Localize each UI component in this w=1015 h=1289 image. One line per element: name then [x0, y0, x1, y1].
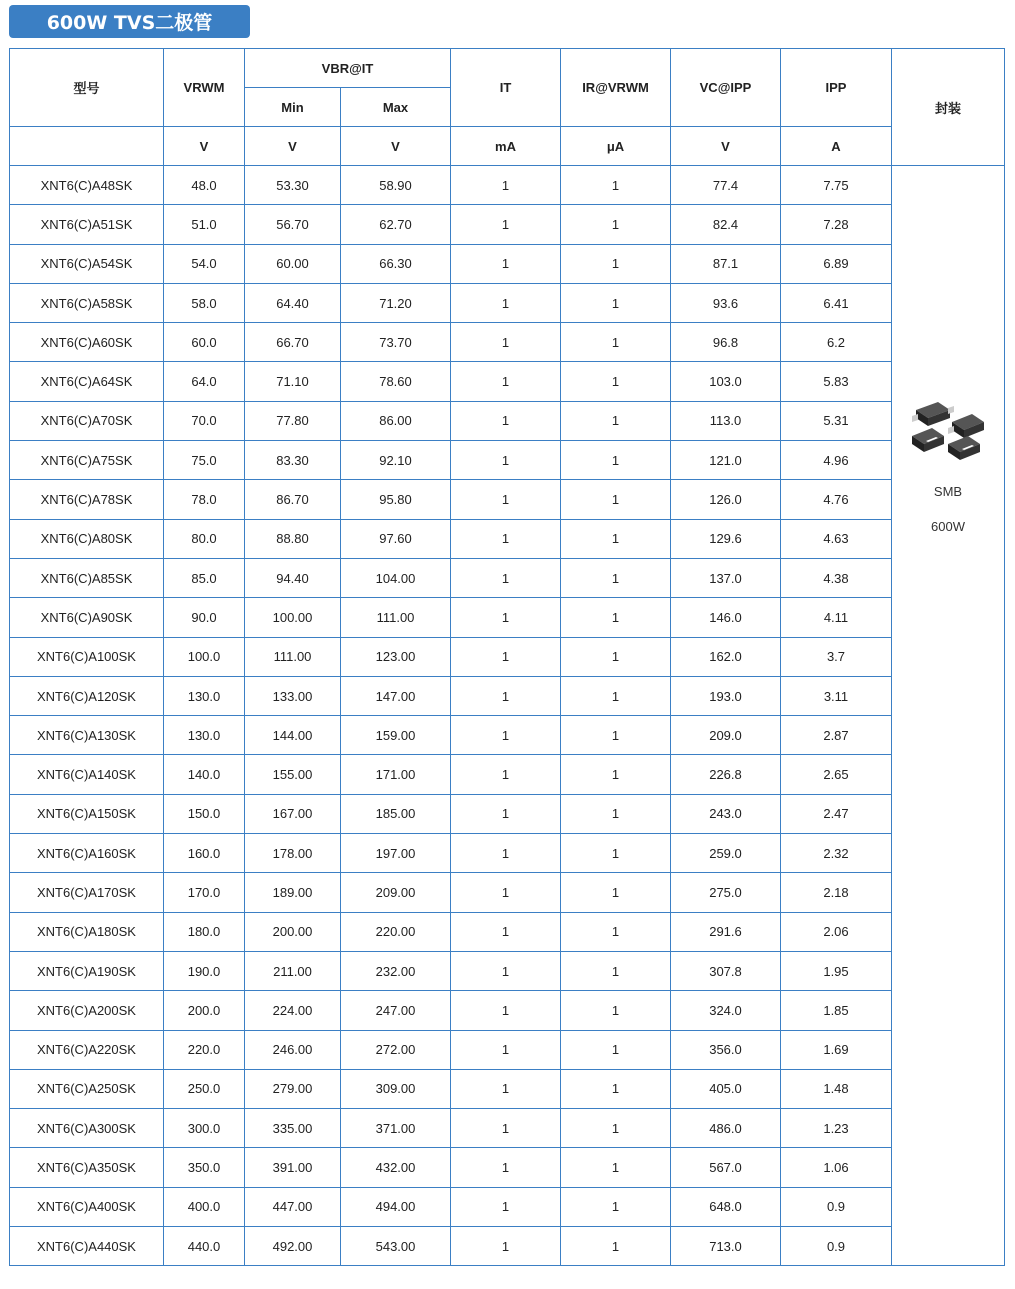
- cell-it: 1: [451, 794, 561, 833]
- cell-ir: 1: [561, 991, 671, 1030]
- cell-ipp: 5.31: [781, 401, 892, 440]
- unit-ipp: A: [781, 127, 892, 166]
- cell-vrwm: 160.0: [164, 834, 245, 873]
- cell-it: 1: [451, 480, 561, 519]
- cell-vbr-max: 95.80: [341, 480, 451, 519]
- cell-vc: 82.4: [671, 205, 781, 244]
- cell-vbr-min: 246.00: [245, 1030, 341, 1069]
- cell-vc: 405.0: [671, 1069, 781, 1108]
- cell-vrwm: 80.0: [164, 519, 245, 558]
- cell-model: XNT6(C)A190SK: [10, 951, 164, 990]
- cell-vc: 486.0: [671, 1109, 781, 1148]
- cell-model: XNT6(C)A54SK: [10, 244, 164, 283]
- cell-ir: 1: [561, 1148, 671, 1187]
- cell-vc: 259.0: [671, 834, 781, 873]
- cell-ir: 1: [561, 558, 671, 597]
- cell-vc: 275.0: [671, 873, 781, 912]
- table-row: [10, 362, 1005, 401]
- cell-vrwm: 300.0: [164, 1109, 245, 1148]
- cell-it: 1: [451, 834, 561, 873]
- table-row: [10, 480, 1005, 519]
- table-row: [10, 873, 1005, 912]
- cell-vbr-min: 178.00: [245, 834, 341, 873]
- header-max: Max: [341, 88, 451, 127]
- header-model-unit: [10, 127, 164, 166]
- header-it: IT: [451, 49, 561, 127]
- cell-vbr-min: 144.00: [245, 716, 341, 755]
- cell-vrwm: 400.0: [164, 1187, 245, 1226]
- table-row: [10, 951, 1005, 990]
- cell-vc: 126.0: [671, 480, 781, 519]
- cell-it: 1: [451, 1109, 561, 1148]
- cell-it: 1: [451, 637, 561, 676]
- cell-model: XNT6(C)A100SK: [10, 637, 164, 676]
- cell-it: 1: [451, 205, 561, 244]
- table-row: [10, 1030, 1005, 1069]
- cell-ipp: 2.65: [781, 755, 892, 794]
- cell-ir: 1: [561, 401, 671, 440]
- cell-ir: 1: [561, 205, 671, 244]
- header-model: 型号: [10, 49, 164, 127]
- cell-ir: 1: [561, 519, 671, 558]
- cell-vc: 87.1: [671, 244, 781, 283]
- cell-vc: 291.6: [671, 912, 781, 951]
- header-vrwm: VRWM: [164, 49, 245, 127]
- table-row: [10, 676, 1005, 715]
- cell-vc: 307.8: [671, 951, 781, 990]
- cell-ir: 1: [561, 323, 671, 362]
- cell-vrwm: 64.0: [164, 362, 245, 401]
- cell-vrwm: 350.0: [164, 1148, 245, 1187]
- cell-ipp: 1.06: [781, 1148, 892, 1187]
- cell-vrwm: 60.0: [164, 323, 245, 362]
- cell-ipp: 3.11: [781, 676, 892, 715]
- cell-model: XNT6(C)A130SK: [10, 716, 164, 755]
- cell-model: XNT6(C)A150SK: [10, 794, 164, 833]
- cell-ipp: 2.18: [781, 873, 892, 912]
- table-row: [10, 441, 1005, 480]
- cell-vbr-max: 73.70: [341, 323, 451, 362]
- cell-vbr-min: 86.70: [245, 480, 341, 519]
- cell-vc: 96.8: [671, 323, 781, 362]
- cell-vbr-max: 220.00: [341, 912, 451, 951]
- table-row: [10, 794, 1005, 833]
- cell-model: XNT6(C)A78SK: [10, 480, 164, 519]
- cell-it: 1: [451, 1187, 561, 1226]
- cell-model: XNT6(C)A220SK: [10, 1030, 164, 1069]
- cell-ir: 1: [561, 362, 671, 401]
- cell-vrwm: 58.0: [164, 283, 245, 322]
- cell-vrwm: 190.0: [164, 951, 245, 990]
- cell-it: 1: [451, 1227, 561, 1266]
- cell-vbr-min: 77.80: [245, 401, 341, 440]
- cell-vbr-min: 100.00: [245, 598, 341, 637]
- cell-vbr-max: 309.00: [341, 1069, 451, 1108]
- cell-vrwm: 90.0: [164, 598, 245, 637]
- cell-vrwm: 75.0: [164, 441, 245, 480]
- cell-ipp: 2.47: [781, 794, 892, 833]
- cell-vbr-min: 335.00: [245, 1109, 341, 1148]
- cell-vrwm: 200.0: [164, 991, 245, 1030]
- cell-ipp: 4.38: [781, 558, 892, 597]
- table-row: [10, 558, 1005, 597]
- cell-vbr-max: 147.00: [341, 676, 451, 715]
- cell-vbr-min: 88.80: [245, 519, 341, 558]
- cell-vrwm: 70.0: [164, 401, 245, 440]
- cell-ir: 1: [561, 676, 671, 715]
- package-name: SMB: [933, 484, 963, 499]
- cell-ir: 1: [561, 1030, 671, 1069]
- page-title: 600W TVS二极管: [9, 5, 250, 38]
- unit-it: mA: [451, 127, 561, 166]
- cell-vrwm: 440.0: [164, 1227, 245, 1266]
- cell-vbr-max: 66.30: [341, 244, 451, 283]
- unit-vc: V: [671, 127, 781, 166]
- cell-vbr-min: 391.00: [245, 1148, 341, 1187]
- cell-vbr-min: 133.00: [245, 676, 341, 715]
- cell-vbr-max: 92.10: [341, 441, 451, 480]
- cell-vbr-max: 104.00: [341, 558, 451, 597]
- cell-vbr-max: 185.00: [341, 794, 451, 833]
- package-cell: [892, 166, 1005, 1266]
- cell-ipp: 1.69: [781, 1030, 892, 1069]
- cell-ipp: 4.96: [781, 441, 892, 480]
- cell-model: XNT6(C)A70SK: [10, 401, 164, 440]
- cell-vrwm: 180.0: [164, 912, 245, 951]
- table-row: [10, 1187, 1005, 1226]
- cell-vrwm: 54.0: [164, 244, 245, 283]
- cell-model: XNT6(C)A140SK: [10, 755, 164, 794]
- cell-model: XNT6(C)A85SK: [10, 558, 164, 597]
- cell-vbr-max: 494.00: [341, 1187, 451, 1226]
- unit-max: V: [341, 127, 451, 166]
- cell-vbr-max: 58.90: [341, 166, 451, 205]
- cell-model: XNT6(C)A75SK: [10, 441, 164, 480]
- cell-ipp: 1.95: [781, 951, 892, 990]
- cell-vc: 121.0: [671, 441, 781, 480]
- table-row: [10, 637, 1005, 676]
- header-vc: VC@IPP: [671, 49, 781, 127]
- cell-model: XNT6(C)A170SK: [10, 873, 164, 912]
- cell-vbr-min: 53.30: [245, 166, 341, 205]
- cell-vbr-max: 86.00: [341, 401, 451, 440]
- cell-ir: 1: [561, 441, 671, 480]
- cell-vc: 713.0: [671, 1227, 781, 1266]
- cell-vbr-max: 272.00: [341, 1030, 451, 1069]
- cell-it: 1: [451, 873, 561, 912]
- table-row: [10, 598, 1005, 637]
- cell-vbr-min: 64.40: [245, 283, 341, 322]
- table-row: [10, 166, 1005, 205]
- table-row: [10, 912, 1005, 951]
- cell-vrwm: 150.0: [164, 794, 245, 833]
- table-row: [10, 1148, 1005, 1187]
- cell-vbr-min: 111.00: [245, 637, 341, 676]
- cell-it: 1: [451, 598, 561, 637]
- cell-it: 1: [451, 1069, 561, 1108]
- cell-vrwm: 140.0: [164, 755, 245, 794]
- table-row: [10, 991, 1005, 1030]
- cell-model: XNT6(C)A48SK: [10, 166, 164, 205]
- cell-model: XNT6(C)A64SK: [10, 362, 164, 401]
- header-min: Min: [245, 88, 341, 127]
- cell-vrwm: 78.0: [164, 480, 245, 519]
- header-package: 封装: [892, 49, 1005, 166]
- cell-vc: 93.6: [671, 283, 781, 322]
- cell-ipp: 6.2: [781, 323, 892, 362]
- cell-vc: 243.0: [671, 794, 781, 833]
- table-row: [10, 323, 1005, 362]
- cell-vbr-min: 492.00: [245, 1227, 341, 1266]
- cell-ipp: 2.87: [781, 716, 892, 755]
- cell-vbr-min: 200.00: [245, 912, 341, 951]
- cell-vbr-min: 60.00: [245, 244, 341, 283]
- cell-it: 1: [451, 244, 561, 283]
- cell-ipp: 5.83: [781, 362, 892, 401]
- cell-it: 1: [451, 716, 561, 755]
- cell-vbr-min: 224.00: [245, 991, 341, 1030]
- cell-vbr-max: 197.00: [341, 834, 451, 873]
- cell-ir: 1: [561, 794, 671, 833]
- cell-ipp: 2.32: [781, 834, 892, 873]
- cell-vc: 324.0: [671, 991, 781, 1030]
- cell-ipp: 1.48: [781, 1069, 892, 1108]
- cell-ipp: 0.9: [781, 1187, 892, 1226]
- cell-vc: 113.0: [671, 401, 781, 440]
- table-row: [10, 1227, 1005, 1266]
- cell-it: 1: [451, 1148, 561, 1187]
- cell-vc: 103.0: [671, 362, 781, 401]
- cell-vc: 129.6: [671, 519, 781, 558]
- cell-ipp: 4.76: [781, 480, 892, 519]
- cell-ir: 1: [561, 912, 671, 951]
- cell-vbr-min: 83.30: [245, 441, 341, 480]
- cell-vrwm: 170.0: [164, 873, 245, 912]
- package-cell-content: [892, 166, 1004, 544]
- cell-vc: 77.4: [671, 166, 781, 205]
- cell-model: XNT6(C)A180SK: [10, 912, 164, 951]
- cell-model: XNT6(C)A60SK: [10, 323, 164, 362]
- cell-vrwm: 48.0: [164, 166, 245, 205]
- table-row: [10, 1109, 1005, 1148]
- package-power: 600W: [931, 519, 965, 534]
- cell-ipp: 4.63: [781, 519, 892, 558]
- table-row: [10, 755, 1005, 794]
- table-row: [10, 716, 1005, 755]
- cell-vrwm: 250.0: [164, 1069, 245, 1108]
- cell-vbr-max: 171.00: [341, 755, 451, 794]
- cell-model: XNT6(C)A300SK: [10, 1109, 164, 1148]
- cell-it: 1: [451, 283, 561, 322]
- cell-vrwm: 51.0: [164, 205, 245, 244]
- cell-it: 1: [451, 1030, 561, 1069]
- cell-it: 1: [451, 912, 561, 951]
- cell-ir: 1: [561, 873, 671, 912]
- cell-ir: 1: [561, 1227, 671, 1266]
- cell-model: XNT6(C)A160SK: [10, 834, 164, 873]
- cell-model: XNT6(C)A440SK: [10, 1227, 164, 1266]
- cell-it: 1: [451, 755, 561, 794]
- cell-model: XNT6(C)A80SK: [10, 519, 164, 558]
- cell-ipp: 7.75: [781, 166, 892, 205]
- cell-vbr-min: 56.70: [245, 205, 341, 244]
- cell-ipp: 1.23: [781, 1109, 892, 1148]
- cell-vbr-min: 66.70: [245, 323, 341, 362]
- cell-model: XNT6(C)A90SK: [10, 598, 164, 637]
- cell-ipp: 3.7: [781, 637, 892, 676]
- table-row: [10, 283, 1005, 322]
- cell-vbr-max: 232.00: [341, 951, 451, 990]
- cell-vbr-max: 97.60: [341, 519, 451, 558]
- cell-model: XNT6(C)A120SK: [10, 676, 164, 715]
- cell-vbr-max: 78.60: [341, 362, 451, 401]
- cell-vbr-max: 62.70: [341, 205, 451, 244]
- table-row: [10, 1069, 1005, 1108]
- cell-ir: 1: [561, 951, 671, 990]
- cell-vbr-min: 189.00: [245, 873, 341, 912]
- cell-ipp: 1.85: [781, 991, 892, 1030]
- cell-vrwm: 100.0: [164, 637, 245, 676]
- cell-vc: 209.0: [671, 716, 781, 755]
- cell-vbr-min: 94.40: [245, 558, 341, 597]
- cell-vrwm: 130.0: [164, 676, 245, 715]
- table-row: [10, 834, 1005, 873]
- cell-vc: 648.0: [671, 1187, 781, 1226]
- cell-ipp: 0.9: [781, 1227, 892, 1266]
- cell-ir: 1: [561, 716, 671, 755]
- cell-model: XNT6(C)A58SK: [10, 283, 164, 322]
- cell-ir: 1: [561, 283, 671, 322]
- cell-vrwm: 85.0: [164, 558, 245, 597]
- cell-vc: 567.0: [671, 1148, 781, 1187]
- cell-vbr-max: 432.00: [341, 1148, 451, 1187]
- header-ipp: IPP: [781, 49, 892, 127]
- cell-ir: 1: [561, 1069, 671, 1108]
- cell-it: 1: [451, 441, 561, 480]
- cell-it: 1: [451, 991, 561, 1030]
- cell-model: XNT6(C)A350SK: [10, 1148, 164, 1187]
- cell-vbr-min: 211.00: [245, 951, 341, 990]
- cell-vc: 226.8: [671, 755, 781, 794]
- cell-vbr-max: 111.00: [341, 598, 451, 637]
- cell-vbr-min: 71.10: [245, 362, 341, 401]
- cell-vbr-max: 71.20: [341, 283, 451, 322]
- cell-ir: 1: [561, 1187, 671, 1226]
- cell-ir: 1: [561, 1109, 671, 1148]
- header-vbr: VBR@IT: [245, 49, 451, 88]
- cell-it: 1: [451, 362, 561, 401]
- cell-vrwm: 130.0: [164, 716, 245, 755]
- cell-model: XNT6(C)A400SK: [10, 1187, 164, 1226]
- smb-package-icon: [908, 396, 988, 466]
- cell-vbr-max: 371.00: [341, 1109, 451, 1148]
- cell-vc: 137.0: [671, 558, 781, 597]
- cell-ir: 1: [561, 834, 671, 873]
- cell-ir: 1: [561, 480, 671, 519]
- cell-vc: 162.0: [671, 637, 781, 676]
- cell-vbr-min: 155.00: [245, 755, 341, 794]
- cell-vc: 356.0: [671, 1030, 781, 1069]
- cell-ipp: 6.89: [781, 244, 892, 283]
- cell-vbr-min: 447.00: [245, 1187, 341, 1226]
- cell-vbr-max: 209.00: [341, 873, 451, 912]
- cell-vrwm: 220.0: [164, 1030, 245, 1069]
- table-row: [10, 401, 1005, 440]
- cell-ir: 1: [561, 598, 671, 637]
- cell-vbr-max: 247.00: [341, 991, 451, 1030]
- table-row: [10, 244, 1005, 283]
- cell-ipp: 4.11: [781, 598, 892, 637]
- cell-vbr-max: 123.00: [341, 637, 451, 676]
- table-row: [10, 519, 1005, 558]
- cell-vbr-min: 167.00: [245, 794, 341, 833]
- unit-vrwm: V: [164, 127, 245, 166]
- cell-vbr-max: 543.00: [341, 1227, 451, 1266]
- table-body: [10, 166, 1005, 1266]
- cell-ipp: 6.41: [781, 283, 892, 322]
- cell-it: 1: [451, 558, 561, 597]
- cell-ipp: 7.28: [781, 205, 892, 244]
- cell-vc: 146.0: [671, 598, 781, 637]
- cell-ipp: 2.06: [781, 912, 892, 951]
- cell-it: 1: [451, 519, 561, 558]
- spec-table: [9, 48, 1005, 1266]
- unit-ir: μA: [561, 127, 671, 166]
- cell-model: XNT6(C)A51SK: [10, 205, 164, 244]
- cell-model: XNT6(C)A200SK: [10, 991, 164, 1030]
- cell-ir: 1: [561, 755, 671, 794]
- cell-vbr-max: 159.00: [341, 716, 451, 755]
- cell-it: 1: [451, 401, 561, 440]
- header-ir: IR@VRWM: [561, 49, 671, 127]
- cell-vc: 193.0: [671, 676, 781, 715]
- cell-it: 1: [451, 676, 561, 715]
- cell-ir: 1: [561, 244, 671, 283]
- cell-it: 1: [451, 951, 561, 990]
- cell-vbr-min: 279.00: [245, 1069, 341, 1108]
- cell-model: XNT6(C)A250SK: [10, 1069, 164, 1108]
- cell-ir: 1: [561, 637, 671, 676]
- cell-ir: 1: [561, 166, 671, 205]
- cell-it: 1: [451, 323, 561, 362]
- unit-min: V: [245, 127, 341, 166]
- cell-it: 1: [451, 166, 561, 205]
- table-row: [10, 205, 1005, 244]
